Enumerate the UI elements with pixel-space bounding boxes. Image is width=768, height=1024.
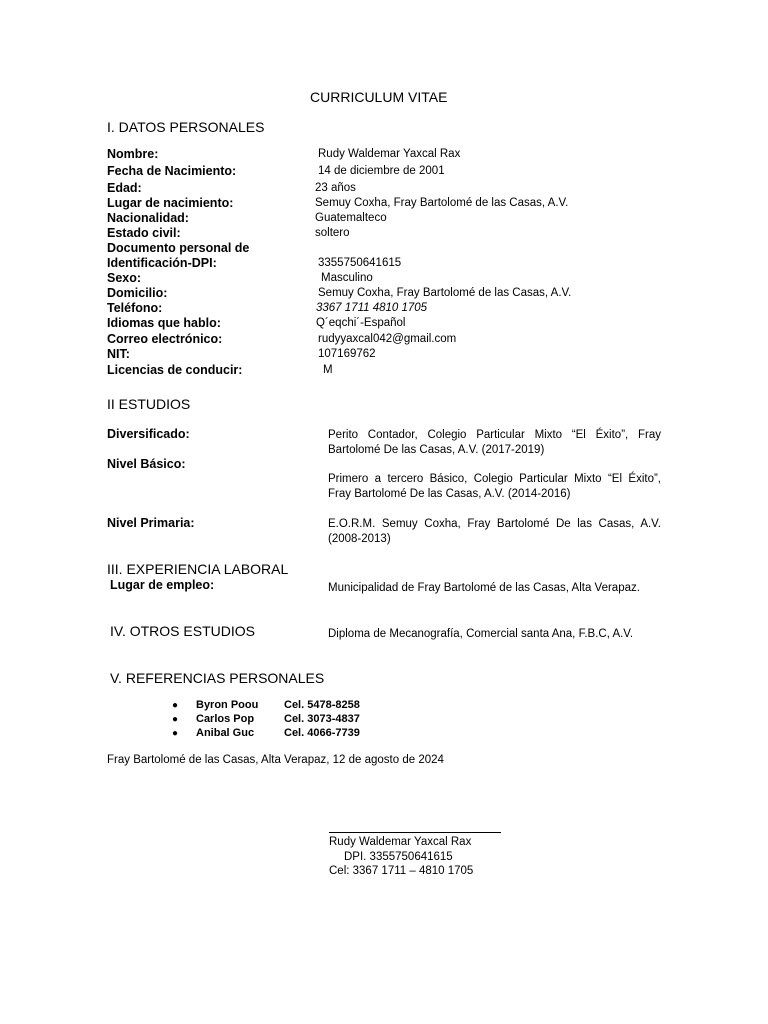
correo-label: Correo electrónico: [107, 332, 223, 346]
signature-line [329, 832, 501, 833]
telefono-value: 3367 1711 4810 1705 [316, 302, 428, 314]
diversificado-label: Diversificado: [107, 427, 190, 441]
nivel-primaria-label: Nivel Primaria: [107, 516, 195, 530]
otros-estudios-value: Diploma de Mecanografía, Comercial santa Ana, F.B.C, A.V. [328, 628, 634, 640]
reference-phone: Cel. 4066-7739 [284, 727, 360, 739]
telefono-label: Teléfono: [107, 301, 163, 315]
lugar-nacimiento-value: Semuy Coxha, Fray Bartolomé de las Casas, A.V. [315, 197, 569, 209]
nit-label: NIT: [107, 347, 130, 361]
reference-name: Byron Poou [196, 699, 259, 711]
nombre-value: Rudy Waldemar Yaxcal Rax [318, 148, 461, 160]
bullet-icon: ● [172, 728, 179, 739]
section-experience-heading: III. EXPERIENCIA LABORAL [107, 561, 289, 577]
lugar-empleo-value: Municipalidad de Fray Bartolomé de las Casas, Alta Verapaz. [328, 582, 640, 594]
signature-cel: Cel: 3367 1711 – 4810 1705 [329, 865, 474, 877]
idiomas-value: Q´eqchi´-Español [316, 317, 406, 329]
document-title: CURRICULUM VITAE [310, 89, 448, 105]
licencia-label: Licencias de conducir: [107, 363, 243, 377]
reference-phone: Cel. 5478-8258 [284, 699, 360, 711]
nivel-basico-label: Nivel Básico: [107, 457, 186, 471]
edad-label: Edad: [107, 181, 142, 195]
documento-label-line2: Identificación-DPI: [107, 256, 217, 270]
section-personal-heading: I. DATOS PERSONALES [107, 119, 265, 135]
signature-dpi: DPI. 3355750641615 [344, 851, 453, 863]
diversificado-value: Perito Contador, Colegio Particular Mixto “El Éxito”, Fray Bartolomé De las Casas, A.V. (2017-2019) [328, 429, 661, 456]
estado-civil-label: Estado civil: [107, 226, 181, 240]
nivel-primaria-value: E.O.R.M. Semuy Coxha, Fray Bartolomé De las Casas, A.V. (2008-2013) [328, 518, 661, 545]
licencia-value: M [323, 364, 333, 376]
place-date: Fray Bartolomé de las Casas, Alta Verapaz, 12 de agosto de 2024 [107, 754, 444, 766]
nacionalidad-label: Nacionalidad: [107, 211, 189, 225]
dpi-value: 3355750641615 [318, 257, 402, 269]
idiomas-label: Idiomas que hablo: [107, 316, 221, 330]
nacionalidad-value: Guatemalteco [315, 212, 387, 224]
bullet-icon: ● [172, 700, 179, 711]
lugar-empleo-label: Lugar de empleo: [110, 578, 215, 592]
reference-name: Carlos Pop [196, 713, 255, 725]
lugar-nacimiento-label: Lugar de nacimiento: [107, 196, 234, 210]
correo-value: rudyyaxcal042@gmail.com [318, 333, 457, 345]
edad-value: 23 años [315, 182, 356, 194]
section-references-heading: V. REFERENCIAS PERSONALES [110, 670, 325, 686]
reference-name: Anibal Guc [196, 727, 255, 739]
sexo-value: Masculino [321, 272, 373, 284]
fecha-nacimiento-label: Fecha de Nacimiento: [107, 164, 237, 178]
nit-value: 107169762 [318, 348, 376, 360]
signature-name: Rudy Waldemar Yaxcal Rax [329, 836, 472, 848]
fecha-nacimiento-value: 14 de diciembre de 2001 [318, 165, 445, 177]
documento-label-line1: Documento personal de [107, 241, 250, 255]
domicilio-value: Semuy Coxha, Fray Bartolomé de las Casas, A.V. [318, 287, 572, 299]
reference-phone: Cel. 3073-4837 [284, 713, 360, 725]
nombre-label: Nombre: [107, 147, 159, 161]
estado-civil-value: soltero [315, 227, 350, 239]
section-other-heading: IV. OTROS ESTUDIOS [110, 623, 255, 639]
sexo-label: Sexo: [107, 271, 142, 285]
bullet-icon: ● [172, 714, 179, 725]
section-studies-heading: II ESTUDIOS [107, 396, 191, 412]
nivel-basico-value: Primero a tercero Básico, Colegio Particular Mixto “El Éxito”, Fray Bartolomé De las Casas, A.V. (2014-2016) [328, 473, 661, 500]
domicilio-label: Domicilio: [107, 286, 168, 300]
